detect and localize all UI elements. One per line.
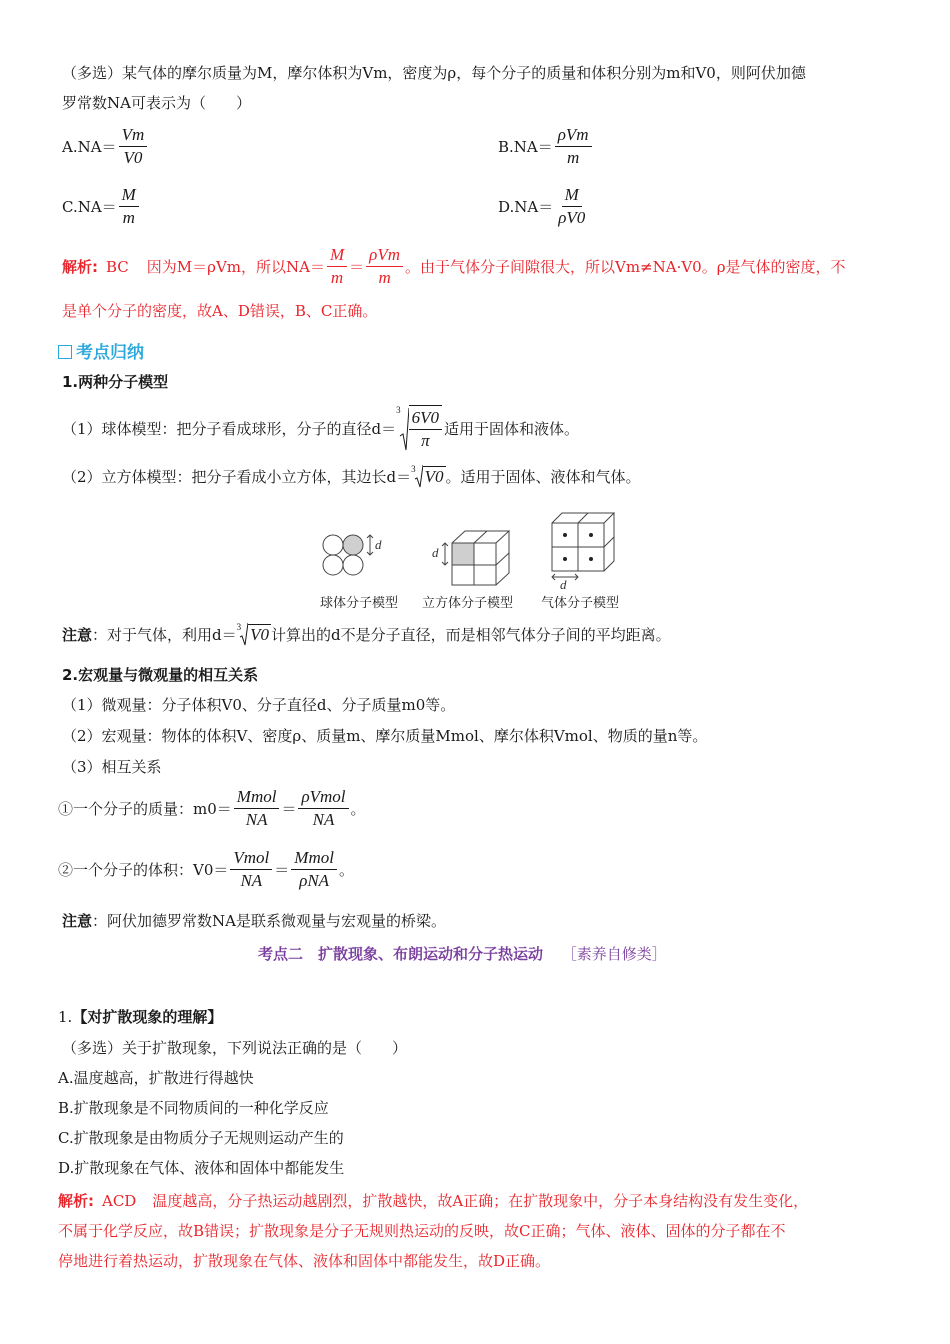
fig-label-cube: 立方体分子模型 [422,596,514,611]
radical-sign-icon [239,622,248,646]
q2-option-a: A.温度越高，扩散进行得越快 [58,1069,254,1087]
radical-sign-icon [414,464,423,488]
fraction: $\frac{\text{ρVmol}}{NA}$ [298,786,348,831]
q2-analysis-line3: 停地进行着热运动，扩散现象在气体、液体和固体中都能发生，故D正确。 [58,1252,551,1270]
q1-option-d: D.NA＝ $\frac{M}{\rho V0}$ [498,184,590,229]
q1-analysis-line1: 解析: BC 因为M＝ρVm，所以NA＝ $\frac{M}{m}$ ＝ $\frac{\text{ρVm}}{m}$ 。由于气体分子间隙很大，所以Vm≠NA·V0。ρ是气体的密度，不 [62,245,846,287]
fraction: $\frac{6V0}{\pi}$ [409,405,442,452]
q2-option-d: D.扩散现象在气体、液体和固体中都能发生 [58,1159,345,1177]
q1-option-c: C.NA＝ $\frac{M}{m}$ [62,184,141,229]
topic2-title: 考点二 扩散现象、布朗运动和分子热运动 [258,945,544,963]
note2-line: 注意：阿伏加德罗常数NA是联系微观量与宏观量的桥梁。 [62,912,446,930]
molecule-volume-formula: ②一个分子的体积：V0＝ $\frac{\text{Vmol}}{NA}$ ＝ $\frac{\text{Mmol}}{\text{ρNA}}$ 。 [58,848,354,890]
subheading-macro-micro: 2.宏观量与微观量的相互关系 [62,666,259,684]
q1-stem-line1: （多选）某气体的摩尔质量为M，摩尔体积为Vm，密度为ρ，每个分子的质量和体积分别为m和V0，则阿伏加德 [62,64,806,82]
sphere-model-diagram [323,535,373,575]
fig-label-sphere: 球体分子模型 [320,596,399,611]
gas-model-diagram [552,513,614,580]
micro-quantities: （1）微观量：分子体积V0、分子直径d、分子质量m0等。 [62,696,456,714]
q1-analysis-line2: 是单个分子的密度，故A、D错误，B、C正确。 [62,302,378,320]
cube-model-diagram [442,531,509,585]
q2-analysis-line2: 不属于化学反应，故B错误；扩散现象是分子无规则热运动的反映，故C正确；气体、液体、固体的分子都在不 [58,1222,786,1240]
relation-heading: （3）相互关系 [62,758,162,776]
q2-option-b: B.扩散现象是不同物质间的一种化学反应 [58,1099,329,1117]
q2-title: 1.【对扩散现象的理解】 [58,1008,223,1026]
checkbox-square-icon [58,345,72,359]
sphere-model-line: （1）球体模型：把分子看成球形，分子的直径d＝ 3 $\frac{6V0}{\pi}$ 适用于固体和液体。 [62,405,580,450]
topic2-tag: ［素养自修类］ [561,945,667,963]
q1-option-a: A.NA＝ $\frac{Vm}{V0}$ [62,124,149,169]
cube-model-line: （2）立方体模型：把分子看成小立方体，其边长d＝ 3 V0 。适用于固体、液体和气体。 [62,464,641,488]
cube-root: 3 $\frac{6V0}{\pi}$ [396,405,444,452]
subheading-molecule-models: 1.两种分子模型 [62,373,169,391]
fraction: $\frac{\text{Mmol}}{NA}$ [234,786,280,831]
note1-line: 注意 ：对于气体，利用d＝ 3 V0 计算出的d不是分子直径，而是相邻气体分子间的平均距离。 [62,622,671,646]
q1-option-b: B.NA＝ $\frac{\text{ρVm}}{m}$ [498,124,594,169]
fraction: $\frac{\text{ρVm}}{m}$ [555,124,592,169]
fraction: $\frac{M}{m}$ [119,184,139,229]
q2-stem: （多选）关于扩散现象，下列说法正确的是（ ） [62,1039,408,1057]
macro-quantities: （2）宏观量：物体的体积V、密度ρ、质量m、摩尔质量Mmol、摩尔体积Vmol、物质的量n等。 [62,727,708,745]
fraction: $\frac{Vm}{V0}$ [119,124,148,169]
cube-root: 3 V0 [411,464,445,488]
q1-stem-line2: 罗常数NA可表示为（ ） [62,94,251,112]
d-label: d [560,577,567,592]
q2-option-c: C.扩散现象是由物质分子无规则运动产生的 [58,1129,344,1147]
fraction: $\frac{\text{Vmol}}{NA}$ [230,847,272,892]
d-label: d [432,545,439,560]
fraction: $\frac{\text{ρVm}}{m}$ [366,244,403,289]
fraction: $\frac{\text{Mmol}}{\text{ρNA}}$ [291,847,337,892]
fig-label-gas: 气体分子模型 [541,596,620,611]
fraction: $\frac{M}{m}$ [327,244,347,289]
topic2-header [258,943,667,964]
molecule-mass-formula: ①一个分子的质量：m0＝ $\frac{\text{Mmol}}{NA}$ ＝ $\frac{\text{ρVmol}}{NA}$ 。 [58,787,366,829]
section-heading: 考点归纳 [58,338,144,363]
cube-root: 3 V0 [237,622,271,646]
molecule-models-figure [315,505,645,617]
q2-analysis-line1: 解析: ACD 温度越高，分子热运动越剧烈，扩散越快，故A正确；在扩散现象中，分子本身结构没有发生变化， [58,1192,809,1210]
d-label: d [375,537,382,552]
radical-sign-icon [399,406,409,452]
fraction: $\frac{M}{\rho V0}$ [558,185,586,227]
